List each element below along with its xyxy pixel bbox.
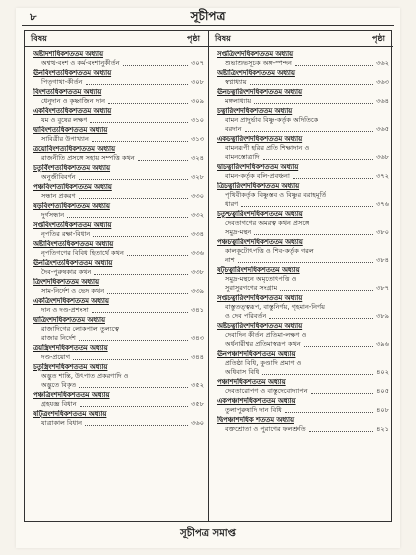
topic-line — [217, 387, 389, 396]
toc-entry — [25, 50, 208, 69]
page-ref: ৩২৪ — [191, 154, 204, 162]
dot-leader — [73, 359, 188, 360]
dot-leader — [309, 431, 373, 432]
page-ref: ৩৪৪ — [191, 353, 204, 361]
toc-entry — [25, 183, 208, 202]
toc-entry — [209, 350, 393, 378]
chapter-heading: ত্রিচত্বারিংশদধিকশততম অধ্যায় — [217, 182, 300, 190]
dot-leader — [250, 84, 373, 85]
topic-text: সাম-নির্দেশ ও ভেদ কথন — [41, 287, 105, 295]
page-ref: ৩৬৪ — [376, 97, 389, 105]
dot-leader — [93, 236, 188, 237]
topic-text-continued: বরদান — [225, 125, 242, 133]
chapter-heading: একবিংশত্যধিকশততম অধ্যায় — [33, 107, 112, 115]
dot-leader — [293, 178, 373, 179]
topic-text: দেবতারোপণ ও বাস্তুদেবোদ্যাপন — [225, 387, 308, 395]
page-ref: ৩৭৬ — [376, 200, 389, 208]
topic-line — [217, 256, 389, 265]
topic-line — [33, 306, 204, 315]
topic-text: সাবিত্রীর উপাখ্যান — [41, 135, 89, 143]
topic-text: সন্ধান প্রকরণ — [41, 192, 76, 200]
topic-line — [217, 303, 389, 312]
topic-line — [33, 192, 204, 201]
chapter-heading: অষ্টাদশাধিকশততম অধ্যায় — [33, 50, 104, 58]
toc-entry — [25, 316, 208, 344]
page-ref: ৩৯৬ — [376, 340, 389, 348]
dot-leader — [254, 234, 373, 235]
page-ref: ৩৩৪ — [191, 230, 204, 238]
dot-leader — [285, 412, 373, 413]
topic-text: স্বপ্নাধ্যায় — [225, 78, 247, 86]
topic-text: দান ও দণ্ড-প্রশংসা — [41, 306, 89, 314]
topic-text: নৃপতিগণের বিবিধ হিতার্থে কথন — [41, 249, 124, 257]
dot-leader — [138, 160, 188, 161]
toc-entry — [25, 88, 208, 107]
title-rule — [22, 25, 394, 26]
page-header: পৃষ্ঠা — [372, 34, 385, 43]
page-ref: ৩৮৭ — [376, 284, 389, 292]
topic-text: প্রতিষ্ঠা বিধি, কুণ্ডাদি প্রমাণ ও — [225, 359, 302, 367]
topic-text-continued: নাশ — [225, 256, 235, 264]
page-ref: ৩৩৯ — [191, 287, 204, 295]
chapter-heading: ত্রয়োবিংশত্যধিকশততম অধ্যায় — [33, 145, 115, 153]
dot-leader — [263, 159, 374, 160]
page-ref: ৩৫২ — [191, 381, 204, 389]
chapter-heading: ঊনচত্বারিংশদধিকশততম অধ্যায় — [217, 88, 303, 96]
dot-leader — [304, 346, 373, 347]
topic-line — [217, 59, 389, 68]
dot-leader — [123, 65, 188, 66]
topic-text: পিতৃগাথা-কীর্তন — [41, 78, 83, 86]
page-ref: ৩১০ — [191, 116, 204, 124]
topic-line — [33, 325, 204, 334]
topic-text: কালকূটোৎপত্তি ও শিব-কর্তৃক গরল — [225, 247, 314, 255]
topic-text-continued: অর্ধনারীশ্বর প্রতিমাস্বরূপ কথন — [225, 340, 301, 348]
topic-line — [217, 368, 389, 377]
toc-entry — [25, 69, 208, 88]
chapter-heading: একপঞ্চাশদধিকশততম অধ্যায় — [217, 397, 296, 405]
toc-entry — [25, 145, 208, 164]
topic-text: বাস্তুতত্ত্বরূপ, বাস্তুনির্ণয়, গৃহমান-নির্ণয় — [225, 303, 325, 311]
topic-line — [217, 191, 389, 200]
topic-line — [217, 406, 389, 415]
chapter-heading: ঊনবিংশত্যধিকশততম অধ্যায় — [33, 69, 112, 77]
topic-line — [217, 247, 389, 256]
toc-column-left — [25, 31, 209, 521]
page-ref: ৩২৮ — [191, 173, 204, 181]
chapter-heading: পঞ্চত্রিংশদধিকশততম অধ্যায় — [33, 391, 110, 399]
page-ref: ৩৮৪ — [376, 256, 389, 264]
dot-leader — [238, 262, 373, 263]
page-ref: ৩০৮ — [191, 78, 204, 86]
page-ref: ৩৬৩ — [376, 78, 389, 86]
page-ref: ৩৩৮ — [191, 268, 204, 276]
chapter-heading: দ্বাবিংশত্যধিকশততম অধ্যায় — [33, 126, 108, 134]
topic-line — [217, 97, 389, 106]
column-header — [209, 31, 393, 47]
dot-leader — [67, 217, 188, 218]
topic-line — [217, 312, 389, 321]
page-ref: ৩৮০ — [376, 228, 389, 236]
topic-line — [217, 172, 389, 181]
toc-entry — [25, 240, 208, 259]
topic-line — [33, 419, 204, 428]
dot-leader — [269, 318, 373, 319]
chapter-heading: ষট্চত্বারিংশদধিকশততম অধ্যায় — [217, 266, 300, 274]
topic-line — [33, 173, 204, 182]
toc-end-note: সূচীপত্র সমাপ্ত — [180, 528, 236, 539]
page-ref: ৩৪৩ — [191, 334, 204, 342]
page-ref: ৩৬৫ — [376, 125, 389, 133]
page-ref: ৪০২ — [376, 368, 389, 376]
toc-entry — [25, 297, 208, 316]
chapter-heading: চত্বারিংশদধিকশততম অধ্যায় — [217, 107, 293, 115]
topic-text: দণ্ড-প্রয়োগ — [41, 353, 71, 361]
topic-line — [33, 78, 204, 87]
toc-entry — [209, 210, 393, 238]
topic-line — [33, 97, 204, 106]
chapter-heading: পঞ্চাশদধিকশততম অধ্যায় — [217, 378, 286, 386]
topic-line — [217, 228, 389, 237]
toc-entry — [209, 135, 393, 163]
page-ref: ৩৩৬ — [191, 249, 204, 257]
topic-text: সমুদ্র-মন্থনে অমৃতোৎপত্তি ও — [225, 275, 297, 283]
topic-line — [33, 372, 204, 381]
toc-column-right — [209, 31, 393, 521]
topic-line — [33, 334, 204, 343]
dot-leader — [94, 274, 188, 275]
topic-text: রাজাদিগের লোকপাল তুল্যত্বে — [41, 325, 120, 333]
page-ref: ৪০৫ — [376, 387, 389, 395]
topic-text-continued: অদ্ভুতে বিকৃত — [41, 381, 77, 389]
subject-header: বিষয় — [215, 34, 231, 43]
chapter-heading: ঊনত্রিংশত্যধিকশততম অধ্যায় — [33, 259, 113, 267]
topic-text: পৃথিবীকর্তৃক বিষ্ণুস্তব ও বিষ্ণুর বরাহমূর্তি — [225, 191, 327, 199]
page-ref: ৩৮৯ — [376, 312, 389, 320]
page-header: পৃষ্ঠা — [187, 34, 200, 43]
toc-table — [24, 30, 392, 522]
dot-leader — [262, 374, 373, 375]
topic-text-continued: সুরাসুরগণের সংগ্রাম — [225, 284, 278, 292]
toc-entry — [209, 378, 393, 397]
toc-entry — [209, 397, 393, 416]
dot-leader — [86, 84, 189, 85]
toc-entry — [25, 410, 208, 429]
topic-line — [217, 219, 389, 228]
toc-entry — [209, 182, 393, 210]
topic-text: যম ও বুষের লক্ষণ — [41, 116, 88, 124]
page-ref: ৩৩০ — [191, 192, 204, 200]
page-ref: ৩৬৮ — [376, 153, 389, 161]
chapter-heading: ঊনপঞ্চাশদধিকশততম অধ্যায় — [217, 350, 296, 358]
dot-leader — [254, 103, 373, 104]
topic-line — [217, 425, 389, 434]
toc-entry — [209, 88, 393, 107]
chapter-heading: অষ্টাত্রিংশদধিকশততম অধ্যায় — [217, 69, 295, 77]
topic-line — [217, 78, 389, 87]
topic-text: অনুজীবিবর্ণন — [41, 173, 76, 181]
topic-text-continued: সমুদ্র-মন্থন — [225, 228, 252, 236]
dot-leader — [280, 290, 373, 291]
topic-line — [217, 200, 389, 209]
topic-line — [217, 125, 389, 134]
chapter-heading: দ্বাচত্বারিংশদধিকশততম অধ্যায় — [217, 163, 299, 171]
topic-text: বামন প্রাদুর্ভাব বিষ্ণু-কর্তৃক অদিতিকে — [225, 116, 319, 124]
topic-text: দেবাদিন কীর্তন প্রতিমা-লক্ষণ ও — [225, 331, 307, 339]
column-header — [25, 31, 208, 47]
toc-entry — [25, 259, 208, 278]
dot-leader — [79, 198, 188, 199]
topic-text: ধেনুদান ও কৃষ্ণাজিন দান — [41, 97, 106, 105]
topic-text: দেবতাগণের অমরত্ব কথন প্রসঙ্গে — [225, 219, 310, 227]
topic-line — [33, 154, 204, 163]
page-ref: ৩৬২ — [376, 59, 389, 67]
document-page — [16, 8, 400, 548]
chapter-heading: পঞ্চবিংশত্যধিকশততম অধ্যায় — [33, 183, 112, 191]
topic-line — [217, 359, 389, 368]
chapter-heading: অষ্টাবিংশত্যধিকশততম অধ্যায় — [33, 240, 114, 248]
dot-leader — [92, 141, 188, 142]
toc-entry — [209, 238, 393, 266]
topic-text: তুলাপুরুষাদি দান বিধি — [225, 406, 282, 414]
toc-entry — [209, 50, 393, 69]
topic-line — [217, 144, 389, 153]
topic-text: শুভাশুভসূচক অঙ্গ-স্পন্দন — [225, 59, 292, 67]
chapter-heading: ত্রিংশদধিকশততম অধ্যায় — [33, 278, 99, 286]
chapter-heading: দ্বিপঞ্চাশদধিক শততম অধ্যায় — [217, 416, 294, 424]
toc-entry — [25, 344, 208, 363]
chapter-heading: চতুশ্চত্বারিংশদধিকশততম অধ্যায় — [217, 210, 303, 218]
topic-line — [217, 116, 389, 125]
topic-text: অশ্বত্থ-বংশ ও কর্ম-বংশানুকীর্তন — [41, 59, 120, 67]
topic-line — [217, 331, 389, 340]
topic-text-continued: বামনস্তোত্রাদি — [225, 153, 260, 161]
page-ref: ৩৭২ — [376, 172, 389, 180]
chapter-heading: সপ্তচত্বারিংশদধিকশততম অধ্যায় — [217, 294, 303, 302]
subject-header: বিষয় — [31, 34, 47, 43]
page-title: সূচীপত্র — [190, 9, 226, 23]
topic-line — [217, 153, 389, 162]
page-ref: ৩৩২ — [191, 211, 204, 219]
topic-line — [33, 381, 204, 390]
dot-leader — [79, 387, 188, 388]
chapter-heading: বিংশত্যধিকশততম অধ্যায় — [33, 88, 102, 96]
toc-entry — [25, 164, 208, 183]
toc-entry — [209, 107, 393, 135]
topic-text: গ্রহযজ্ঞ বিধান — [41, 400, 77, 408]
dot-leader — [127, 255, 188, 256]
toc-entry — [209, 266, 393, 294]
page-ref: ৩০৭ — [191, 59, 204, 67]
toc-entry — [25, 363, 208, 391]
topic-line — [33, 353, 204, 362]
chapter-heading: ত্রয়স্ত্রিংশদধিকশততম অধ্যায় — [33, 344, 108, 352]
chapter-heading: অষ্টচত্বারিংশদধিকশততম অধ্যায় — [217, 322, 303, 330]
chapter-heading: একচত্বারিংশদধিকশততম অধ্যায় — [217, 135, 303, 143]
toc-entries-right — [209, 47, 393, 435]
dot-leader — [90, 122, 188, 123]
toc-entry — [25, 278, 208, 297]
page-ref: ৩০৯ — [191, 97, 204, 105]
topic-line — [33, 211, 204, 220]
dot-leader — [241, 206, 373, 207]
topic-text: রাজনীতি প্রসঙ্গে সহায় সম্পত্তি কথন — [41, 154, 135, 162]
chapter-heading: একত্রিংশদধিকশততম অধ্যায় — [33, 297, 109, 305]
topic-text: বক্তশ্রোতা ও পুরাণের ফলশ্রুতি — [225, 425, 306, 433]
topic-line — [33, 59, 204, 68]
dot-leader — [85, 425, 188, 426]
toc-entry — [209, 69, 393, 88]
topic-text-continued: অধিবাস বিধি — [225, 368, 260, 376]
dot-leader — [107, 293, 188, 294]
dot-leader — [80, 406, 188, 407]
topic-text-continued: রাজার নির্দেশ — [41, 334, 76, 342]
dot-leader — [92, 312, 188, 313]
dot-leader — [295, 65, 373, 66]
topic-text: বামন-কর্তৃক বলি-প্রবঞ্চনা — [225, 172, 290, 180]
chapter-heading: সপ্তবিংশত্যধিকশততম অধ্যায় — [33, 221, 112, 229]
chapter-heading: পঞ্চচত্বারিংশদধিকশততম অধ্যায় — [217, 238, 303, 246]
topic-line — [33, 249, 204, 258]
chapter-heading: ষট্ত্রিংশদধিকশততম অধ্যায় — [33, 410, 107, 418]
topic-line — [217, 340, 389, 349]
toc-entry — [25, 126, 208, 145]
dot-leader — [79, 179, 189, 180]
topic-text: দুর্গসন্ধান — [41, 211, 65, 219]
topic-line — [33, 135, 204, 144]
toc-entry — [209, 163, 393, 182]
page-ref: ৩৫৮ — [191, 400, 204, 408]
chapter-heading: দ্বাত্রিংশদধিকশততম অধ্যায় — [33, 316, 105, 324]
page-ref: ৪২১ — [376, 425, 389, 433]
topic-line — [217, 284, 389, 293]
topic-line — [217, 275, 389, 284]
dot-leader — [108, 103, 188, 104]
chapter-heading: ষড়বিংশত্যধিকশততম অধ্যায় — [33, 202, 110, 210]
topic-text: যাত্রাকাল বিধান — [41, 419, 83, 427]
topic-text: মঙ্গলাধ্যায় — [225, 97, 252, 105]
toc-entry — [25, 391, 208, 410]
topic-line — [33, 116, 204, 125]
topic-text-continued: ধারণ — [225, 200, 239, 208]
toc-entries-left — [25, 47, 208, 429]
topic-text: বামনরূপী হরির প্রতি শিক্ষাদান ও — [225, 144, 310, 152]
page-ref: ৩৬০ — [191, 419, 204, 427]
toc-entry — [25, 202, 208, 221]
topic-line — [33, 230, 204, 239]
toc-entry — [209, 416, 393, 435]
topic-text-continued: ও দেব পরিবর্তন — [225, 312, 267, 320]
topic-line — [33, 268, 204, 277]
toc-entry — [209, 322, 393, 350]
page-ref: ৩১৩ — [191, 135, 204, 143]
topic-text: নৃপতির রক্ষা-বিধান — [41, 230, 91, 238]
topic-line — [33, 287, 204, 296]
page-ref: ৩৪১ — [191, 306, 204, 314]
toc-entry — [209, 294, 393, 322]
chapter-heading: চতুস্ত্রিংশদধিকশততম অধ্যায় — [33, 363, 108, 371]
dot-leader — [245, 131, 374, 132]
topic-text: অদ্ভুত শান্তি, উৎপাত প্রকরণাদি ও — [41, 372, 129, 380]
topic-text: দৈব-পুরুষকার কথন — [41, 268, 92, 276]
chapter-heading: চতুর্বিংশত্যধিকশততম অধ্যায় — [33, 164, 111, 172]
chapter-heading: সপ্তত্রিংশদধিকশততম অধ্যায় — [217, 50, 294, 58]
dot-leader — [79, 340, 188, 341]
toc-entry — [25, 107, 208, 126]
page-ref: ৪০৮ — [376, 406, 389, 414]
dot-leader — [311, 393, 373, 394]
toc-entry — [25, 221, 208, 240]
page-number: ৮ — [30, 12, 37, 23]
topic-line — [33, 400, 204, 409]
